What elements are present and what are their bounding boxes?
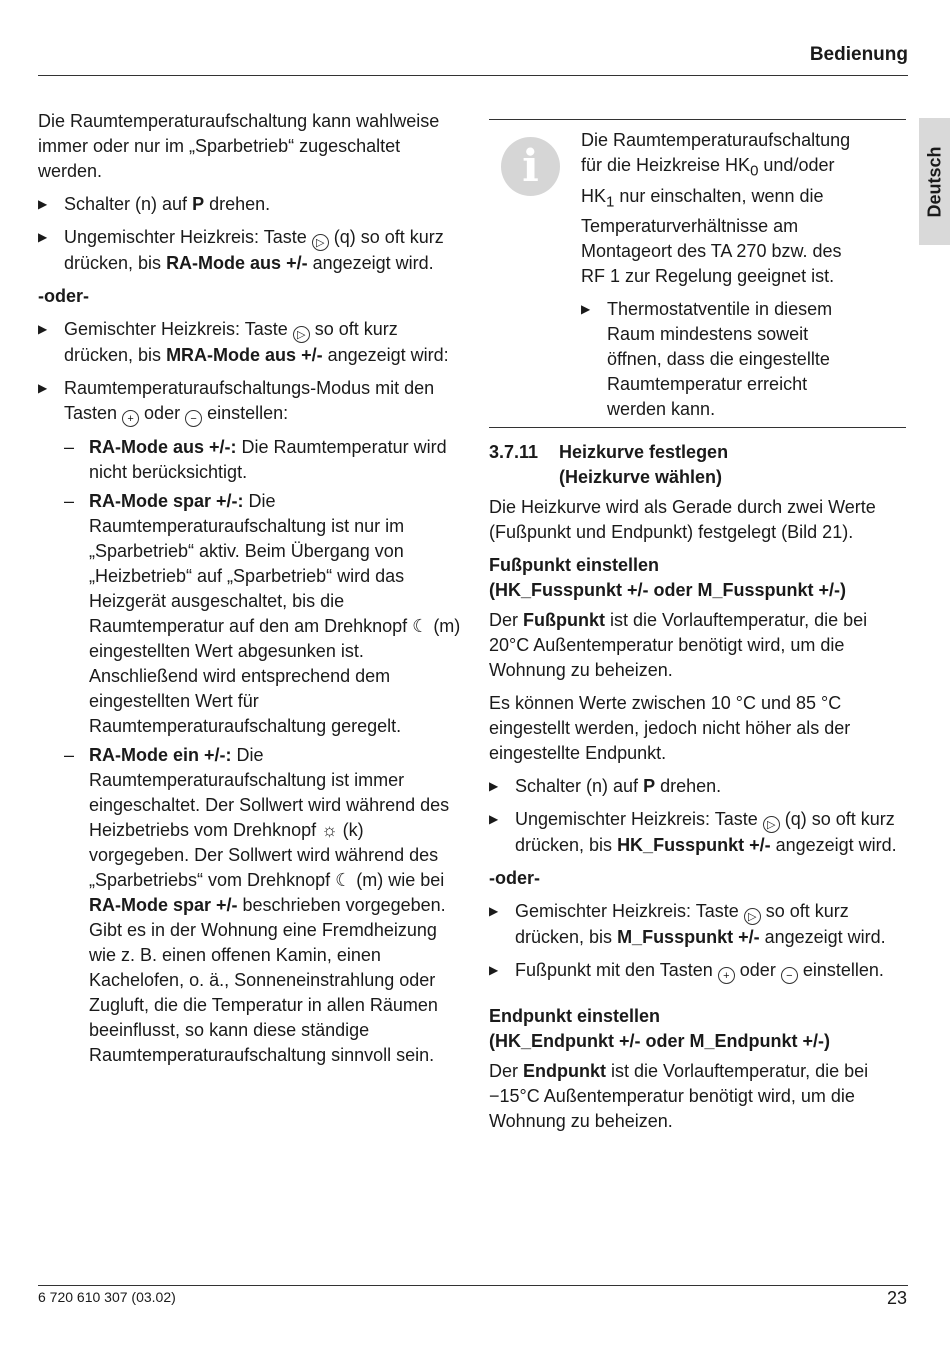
step-unmixed-circuit: ▶ Ungemischter Heizkreis: Taste ▷ (q) so oft kurz drücken, bis HK_Fusspunkt +/- angezeigt wird. [489,809,897,855]
intro-paragraph: Die Raumtemperaturaufschaltung kann wahlweise immer oder nur im „Sparbetrieb“ zugeschaltet werden. [38,111,440,181]
or-separator: -oder- [489,868,540,888]
bullet-triangle-icon: ▶ [38,322,48,336]
endpunkt-heading: Endpunkt einstellen (HK_Endpunkt +/- oder M_Endpunkt +/-) [489,1006,830,1051]
page-number: 23 [886,1288,907,1308]
step-mixed-circuit: ▶ Gemischter Heizkreis: Taste ▷ so oft kurz drücken, bis M_Fusspunkt +/- angezeigt wird. [489,901,886,947]
moon-icon: ☾ [412,616,429,636]
info-note-box [489,119,906,428]
triangle-button-icon: ▷ [763,816,780,833]
mode-aus-item: – RA-Mode aus +/-: Die Raumtemperatur wird nicht berücksichtigt. [64,437,447,482]
mode-ein-item: – RA-Mode ein +/-: Die Raumtemperaturaufschaltung ist immer eingeschaltet. Der Sollwert wird während des Heizbetriebs vom Drehknopf ☼ (k) vorgegeben. Der Sollwert wird während des „Sparbetriebs“ vom Drehknopf ☾ (m) wie bei RA-Mode spar +/- beschrieben vorgegeben. Gibt es in der Wohnung eine Fremdheizung wie z. B. einen offenen Kamin, einen Kachelofen, o. ä., Sonneneinstrahlung oder Zugluft, die die Temperatur in allen Räumen beeinflusst, so kann diese ständige Raumtemperaturaufschaltung sinnvoll sein. [64,745,450,1065]
sun-icon: ☼ [321,820,338,840]
step-switch-p: ▶ Schalter (n) auf P drehen. [38,192,463,217]
bullet-triangle-icon: ▶ [489,904,499,918]
step-unmixed-circuit: ▶ Ungemischter Heizkreis: Taste ▷ (q) so oft kurz drücken, bis RA-Mode aus +/- angezeigt wird. [38,227,444,273]
page-header-title: Bedienung [809,44,908,65]
step-set-mode: ▶ Raumtemperaturaufschaltungs-Modus mit den Tasten + oder − einstellen: [38,378,435,425]
triangle-button-icon: ▷ [293,326,310,343]
step-switch-p: ▶ Schalter (n) auf P drehen. [489,774,909,799]
bullet-triangle-icon: ▶ [489,963,499,977]
bullet-triangle-icon: ▶ [489,812,499,826]
info-paragraph: Die Raumtemperaturaufschaltung für die Heizkreise $HK_0$ und/oder $HK_1$ nur einschalten, wenn die Temperaturverhältnisse am Montageort des TA 270 bzw. des RF 1 zur Regelung geeignet ist. [581,130,851,287]
moon-icon: ☾ [335,870,352,890]
plus-button-icon: + [718,967,735,984]
step-set-fusspunkt: ▶ Fußpunkt mit den Tasten + oder − einstellen. [489,960,884,982]
fusspunkt-definition: Der Fußpunkt ist die Vorlauftemperatur, die bei 20°C Außentemperatur benötigt wird, um die Wohnung zu beheizen. [489,610,868,680]
language-tab-label: Deutsch [924,145,944,218]
info-icon: i [501,137,560,196]
fusspunkt-heading: Fußpunkt einstellen (HK_Fusspunkt +/- oder M_Fusspunkt +/-) [489,555,847,600]
mode-spar-item: – RA-Mode spar +/-: Die Raumtemperaturaufschaltung ist nur im „Sparbetrieb“ aktiv. Beim Übergang von „Heizbetrieb“ auf „Sparbetrieb“ wird das Heizgerät ausgeschaltet, bis die Raumtemperatur auf den am Drehknopf ☾ (m) eingestellten Wert abgesunken ist. Anschließend wird entsprechend dem eingestellten Wert für Raumtemperaturaufschaltung geregelt. [64,491,461,736]
plus-button-icon: + [122,410,139,427]
language-tab [919,118,950,245]
or-separator: -oder- [38,286,89,306]
endpunkt-definition: Der Endpunkt ist die Vorlauftemperatur, die bei −15°C Außentemperatur benötigt wird, um die Wohnung zu beheizen. [489,1061,869,1131]
triangle-button-icon: ▷ [744,908,761,925]
section-title: Heizkurve festlegen (Heizkurve wählen) [559,442,729,487]
minus-button-icon: − [781,967,798,984]
section-intro: Die Heizkurve wird als Gerade durch zwei Werte (Fußpunkt und Endpunkt) festgelegt (Bild 21). [489,497,876,542]
minus-button-icon: − [185,410,202,427]
left-column [38,109,463,1072]
info-text [581,128,866,430]
document-number: 6 720 610 307 (03.02) [38,1289,176,1305]
bullet-triangle-icon: ▶ [38,197,48,211]
header-rule [38,75,908,76]
bullet-triangle-icon: ▶ [489,779,499,793]
section-number: 3.7.11 [489,442,539,462]
bullet-triangle-icon: ▶ [38,230,48,244]
step-mixed-circuit: ▶ Gemischter Heizkreis: Taste ▷ so oft kurz drücken, bis MRA-Mode aus +/- angezeigt wird: [38,319,449,365]
bullet-triangle-icon: ▶ [581,302,591,317]
triangle-button-icon: ▷ [312,234,329,251]
right-column [489,440,909,1142]
fusspunkt-range: Es können Werte zwischen 10 °C und 85 °C eingestellt werden, jedoch nicht höher als der eingestellte Endpunkt. [489,693,851,763]
footer-rule [38,1285,908,1286]
section-heading [489,440,909,490]
info-step: ▶ Thermostatventile in diesem Raum mindestens soweit öffnen, dass die eingestellte Raumtemperatur erreicht werden kann. [581,299,833,420]
bullet-triangle-icon: ▶ [38,381,48,395]
